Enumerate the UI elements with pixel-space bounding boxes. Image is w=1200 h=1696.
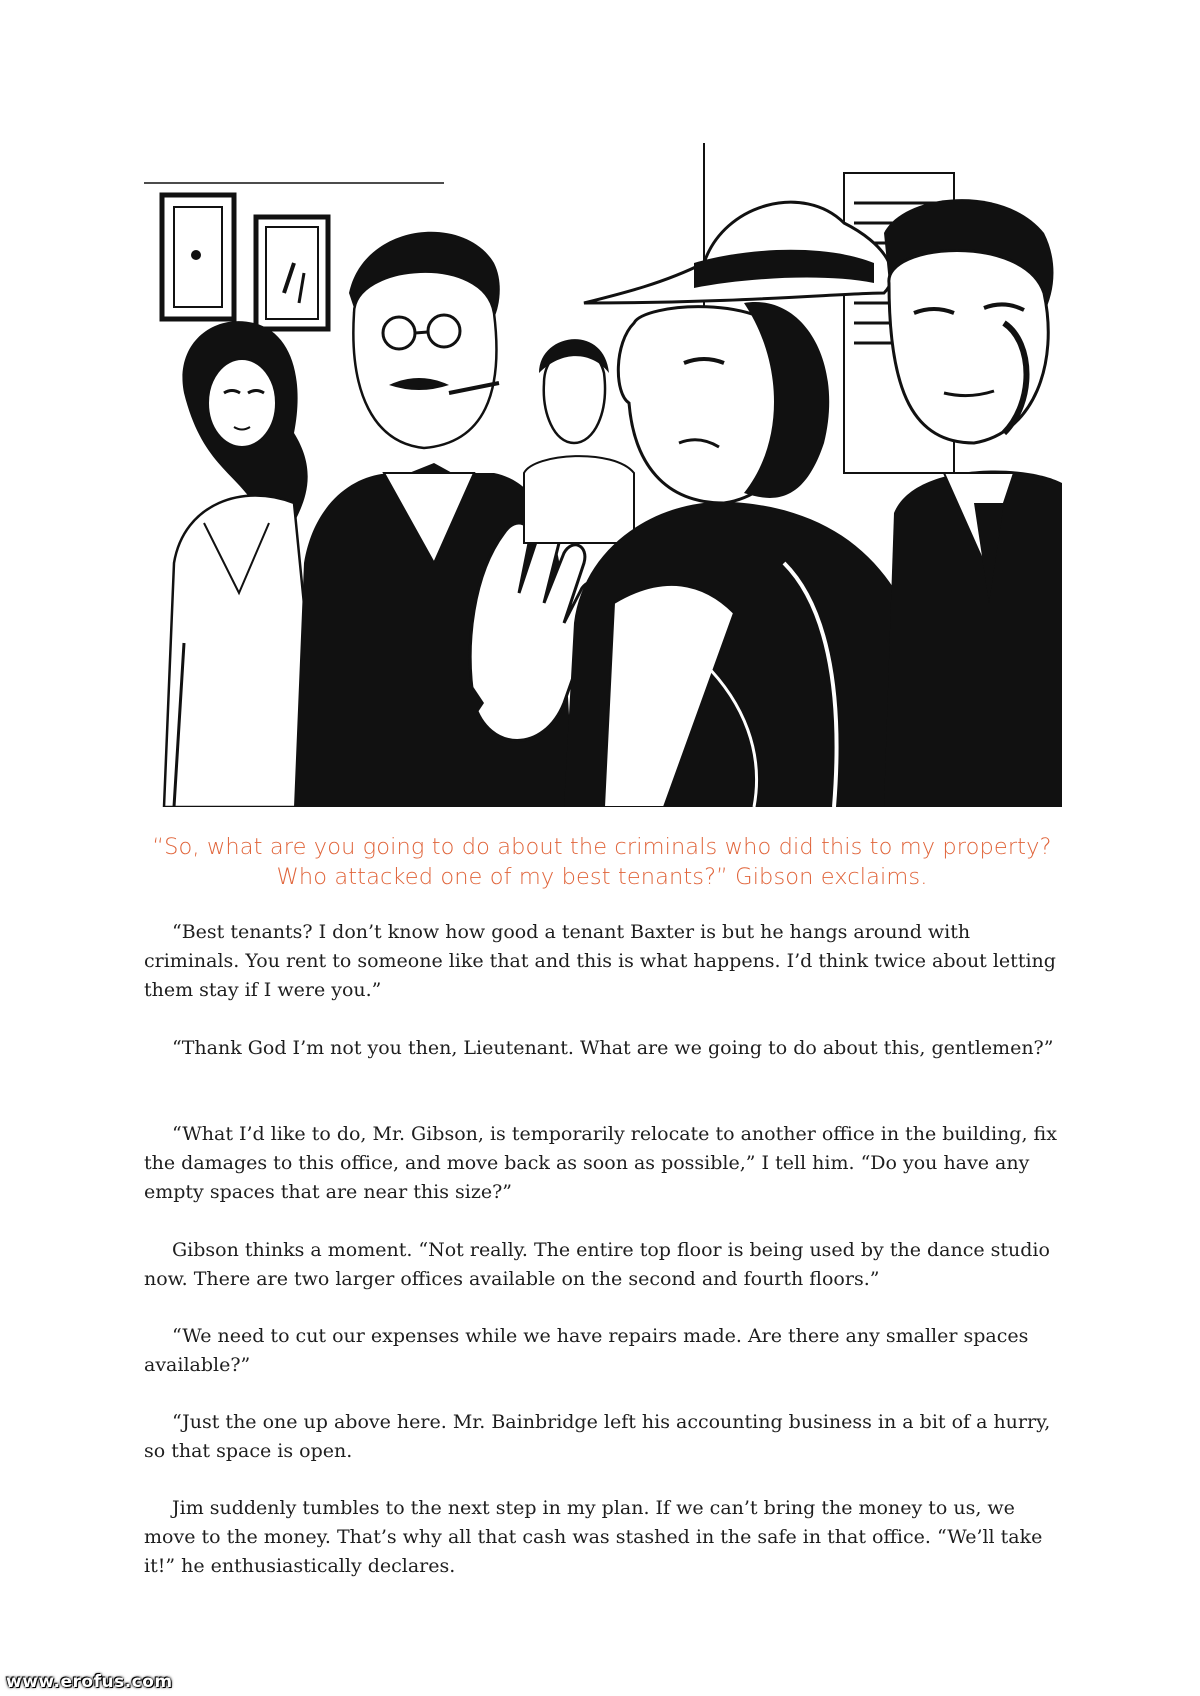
comic-illustration (144, 143, 1062, 807)
paragraph: “We need to cut our expenses while we have repairs made. Are there any smaller spaces available?” (144, 1325, 1029, 1376)
site-watermark: www.erofus.com (6, 1672, 173, 1692)
illustration-caption: “So, what are you going to do about the criminals who did this to my property? Who attacked one of my best tenants?” Gibson exclaims. (152, 834, 1052, 890)
paragraph: Gibson thinks a moment. “Not really. The entire top floor is being used by the dance studio now. There are two larger offices available on the second and fourth floors.” (144, 1239, 1050, 1290)
paragraph: “Best tenants? I don’t know how good a tenant Baxter is but he hangs around with criminals. You rent to someone like that and this is what happens. I’d think twice about letting them stay if I were you.” (144, 921, 1056, 1001)
paragraph: “What I’d like to do, Mr. Gibson, is temporarily relocate to another office in the building, fix the damages to this office, and move back as soon as possible,” I tell him. “Do you have any empty spaces that are near this size?” (144, 1123, 1057, 1203)
paragraph: “Thank God I’m not you then, Lieutenant. What are we going to do about this, gentlemen?” (172, 1037, 1054, 1059)
ink-drawing (144, 143, 1062, 807)
paragraph: Jim suddenly tumbles to the next step in my plan. If we can’t bring the money to us, we move to the money. That’s why all that cash was stashed in the safe in that office. “We’ll take it!” he enthusiastically declares. (144, 1497, 1043, 1577)
paragraph: “Just the one up above here. Mr. Bainbridge left his accounting business in a bit of a hurry, so that space is open. (144, 1411, 1051, 1462)
